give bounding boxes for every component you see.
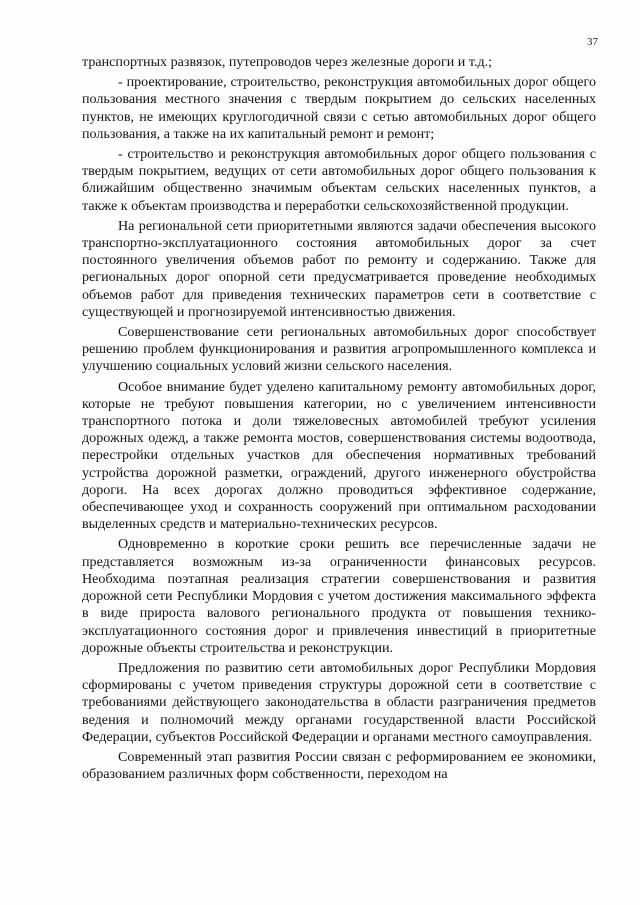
paragraph-current-stage: Современный этап развития России связан с реформированием ее экономики, образованием различных форм собственности, переходом на — [82, 748, 596, 783]
paragraph-capital-repair: Особое внимание будет уделено капитальному ремонту автомобильных дорог, которые не требуют повышения категории, но с увеличением интенсивности транспортного потока и доли тяжеловесных автомобилей требуют усиления дорожных одежд, а также ремонта мостов, совершенствования системы водоотвода, перестройки отдельных участков для обеспечения нормативных требований устройства дорожной разметки, ограждений, другого инженерного обустройства дороги. На всех дорогах должно проводиться эффективное содержание, обеспечивающее уход и сохранность сооружений при оптимальном расходовании выделенных средств и материально-технических ресурсов. — [82, 378, 596, 533]
paragraph-continuation: транспортных развязок, путепроводов через железные дороги и т.д.; — [82, 54, 493, 70]
paragraph-improvement: Совершенствование сети региональных автомобильных дорог способствует решению проблем функционирования и развития агропромышленного комплекса и улучшению социальных условий жизни сельского населения. — [82, 324, 596, 375]
paragraph-regional-network: На региональной сети приоритетными являются задачи обеспечения высокого транспортно-эксплуатационного состояния автомобильных дорог за счет постоянного увеличения объемов работ по ремонту и содержанию. Также для региональных дорог опорной сети предусматривается проведение необходимых объемов работ для приведения технических параметров сети в соответствие с существующей и прогнозируемой интенсивностью движения. — [82, 217, 596, 320]
page-number: 37 — [587, 36, 598, 48]
paragraph-design-construction: - проектирование, строительство, реконструкция автомобильных дорог общего пользования местного значения с твердым покрытием до сельских населенных пунктов, не имеющих круглогодичной связи с сетью автомобильных дорог общего пользования, а также на их капитальный ремонт и ремонт; — [82, 74, 596, 142]
paragraph-phased-implementation: Одновременно в короткие сроки решить все перечисленные задачи не представляется возможным из-за ограниченности финансовых ресурсов. Необходима поэтапная реализация стратегии совершенствования и развития дорожной сети Республики Мордовия с учетом достижения максимального эффекта в виде прироста валового регионального продукта от повышения технико-эксплуатационного состояния дорог и привлечения инвестиций в приоритетные дорожные объекты строительства и реконструкции. — [82, 536, 596, 656]
paragraph-proposals: Предложения по развитию сети автомобильных дорог Республики Мордовия сформированы с учетом приведения структуры дорожной сети в соответствие с требованиями действующего законодательства в области разграничения предметов ведения и полномочий между органами государственной власти Российской Федерации, субъектов Российской Федерации и органами местного самоуправления. — [82, 659, 596, 745]
document-body — [82, 54, 596, 783]
paragraph-construction-reconstruction: - строительство и реконструкция автомобильных дорог общего пользования с твердым покрытием, ведущих от сети автомобильных дорог общего пользования к ближайшим общественно значимым объектам сельских населенных пунктов, а также к объектам производства и переработки сельскохозяйственной продукции. — [82, 146, 596, 214]
